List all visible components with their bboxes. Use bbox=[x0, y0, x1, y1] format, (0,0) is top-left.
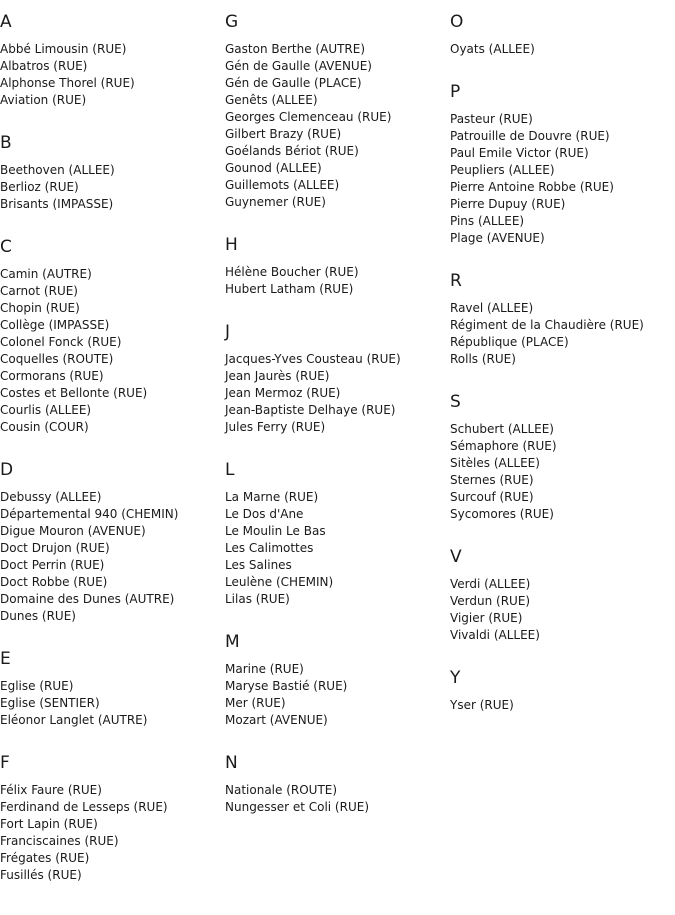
street-list bbox=[225, 264, 447, 298]
street-link[interactable]: Guillemots (ALLEE) bbox=[225, 178, 340, 192]
street-link[interactable]: Carnot (RUE) bbox=[0, 284, 78, 298]
section-letter-heading: S bbox=[450, 392, 462, 412]
street-link[interactable]: Lilas (RUE) bbox=[225, 592, 290, 606]
letter-section bbox=[0, 459, 222, 648]
street-link[interactable]: Frégates (RUE) bbox=[0, 851, 90, 865]
street-link[interactable]: Georges Clemenceau (RUE) bbox=[225, 110, 392, 124]
street-link[interactable]: Gilbert Brazy (RUE) bbox=[225, 127, 342, 141]
street-list bbox=[225, 351, 447, 436]
street-link[interactable]: Costes et Bellonte (RUE) bbox=[0, 386, 148, 400]
street-list bbox=[225, 41, 447, 211]
street-link[interactable]: Schubert (ALLEE) bbox=[450, 422, 554, 436]
street-column-1 bbox=[0, 11, 222, 884]
street-link[interactable]: République (PLACE) bbox=[450, 335, 569, 349]
street-link[interactable]: Genêts (ALLEE) bbox=[225, 93, 318, 107]
street-link[interactable]: Jean Jaurès (RUE) bbox=[225, 369, 330, 383]
letter-section bbox=[0, 752, 222, 884]
section-spacer bbox=[0, 109, 222, 132]
street-link[interactable]: Eglise (SENTIER) bbox=[0, 696, 100, 710]
section-spacer bbox=[225, 729, 447, 752]
street-link[interactable]: Doct Drujon (RUE) bbox=[0, 541, 110, 555]
street-list bbox=[225, 782, 447, 816]
street-link[interactable]: Brisants (IMPASSE) bbox=[0, 197, 114, 211]
street-link[interactable]: Beethoven (ALLEE) bbox=[0, 163, 115, 177]
section-spacer bbox=[450, 247, 675, 270]
section-spacer bbox=[225, 298, 447, 321]
street-link[interactable]: Gén de Gaulle (PLACE) bbox=[225, 76, 362, 90]
street-list bbox=[0, 41, 222, 109]
letter-section bbox=[0, 236, 222, 459]
letter-section bbox=[225, 752, 447, 816]
letter-section bbox=[450, 391, 675, 546]
section-letter-heading: V bbox=[450, 547, 463, 567]
letter-section bbox=[450, 81, 675, 270]
section-spacer bbox=[450, 523, 675, 546]
street-link[interactable]: Hubert Latham (RUE) bbox=[225, 282, 354, 296]
section-letter-heading: L bbox=[225, 460, 235, 480]
letter-section bbox=[450, 270, 675, 391]
street-list bbox=[450, 111, 675, 247]
street-link[interactable]: Jean-Baptiste Delhaye (RUE) bbox=[225, 403, 396, 417]
letter-section bbox=[450, 11, 675, 81]
street-link[interactable]: Abbé Limousin (RUE) bbox=[0, 42, 127, 56]
street-link[interactable]: Gaston Berthe (AUTRE) bbox=[225, 42, 366, 56]
section-letter-heading: R bbox=[450, 271, 463, 291]
street-list bbox=[0, 678, 222, 729]
section-spacer bbox=[0, 729, 222, 752]
street-link[interactable]: Chopin (RUE) bbox=[0, 301, 80, 315]
street-link[interactable]: Domaine des Dunes (AUTRE) bbox=[0, 592, 175, 606]
street-link[interactable]: Félix Faure (RUE) bbox=[0, 783, 102, 797]
street-link[interactable]: Oyats (ALLEE) bbox=[450, 42, 535, 56]
section-letter-heading: Y bbox=[450, 668, 461, 688]
street-link[interactable]: Les Salines bbox=[225, 558, 292, 572]
section-letter-heading: H bbox=[225, 235, 239, 255]
section-spacer bbox=[450, 644, 675, 667]
street-link[interactable]: Verdun (RUE) bbox=[450, 594, 531, 608]
street-link[interactable]: Marine (RUE) bbox=[225, 662, 304, 676]
street-link[interactable]: Verdi (ALLEE) bbox=[450, 577, 531, 591]
street-link[interactable]: Gounod (ALLEE) bbox=[225, 161, 322, 175]
street-link[interactable]: Nungesser et Coli (RUE) bbox=[225, 800, 369, 814]
street-link[interactable]: Départemental 940 (CHEMIN) bbox=[0, 507, 179, 521]
street-link[interactable]: Dunes (RUE) bbox=[0, 609, 76, 623]
street-link[interactable]: Peupliers (ALLEE) bbox=[450, 163, 555, 177]
street-link[interactable]: Eléonor Langlet (AUTRE) bbox=[0, 713, 148, 727]
street-link[interactable]: Gén de Gaulle (AVENUE) bbox=[225, 59, 372, 73]
street-link[interactable]: Surcouf (RUE) bbox=[450, 490, 534, 504]
street-link[interactable]: Nationale (ROUTE) bbox=[225, 783, 338, 797]
street-link[interactable]: Coquelles (ROUTE) bbox=[0, 352, 114, 366]
letter-section bbox=[0, 11, 222, 132]
street-link[interactable]: Hélène Boucher (RUE) bbox=[225, 265, 359, 279]
street-link[interactable]: Mozart (AVENUE) bbox=[225, 713, 328, 727]
street-link[interactable]: Vigier (RUE) bbox=[450, 611, 523, 625]
street-link[interactable]: Ravel (ALLEE) bbox=[450, 301, 534, 315]
section-spacer bbox=[225, 436, 447, 459]
section-spacer bbox=[0, 213, 222, 236]
street-column-3 bbox=[450, 11, 675, 714]
section-spacer bbox=[0, 436, 222, 459]
street-link[interactable]: Le Moulin Le Bas bbox=[225, 524, 326, 538]
street-link[interactable]: Collège (IMPASSE) bbox=[0, 318, 110, 332]
street-link[interactable]: Sémaphore (RUE) bbox=[450, 439, 557, 453]
street-link[interactable]: Goélands Bériot (RUE) bbox=[225, 144, 359, 158]
street-list bbox=[450, 300, 675, 368]
street-list bbox=[450, 41, 675, 58]
section-spacer bbox=[450, 368, 675, 391]
street-link[interactable]: Jacques-Yves Cousteau (RUE) bbox=[225, 352, 401, 366]
street-link[interactable]: Ferdinand de Lesseps (RUE) bbox=[0, 800, 168, 814]
street-link[interactable]: Pins (ALLEE) bbox=[450, 214, 525, 228]
street-link[interactable]: Cormorans (RUE) bbox=[0, 369, 104, 383]
letter-section bbox=[225, 321, 447, 459]
section-letter-heading: M bbox=[225, 632, 241, 652]
letter-section bbox=[225, 459, 447, 631]
street-link[interactable]: Paul Emile Victor (RUE) bbox=[450, 146, 589, 160]
street-link[interactable]: Yser (RUE) bbox=[450, 698, 514, 712]
street-link[interactable]: Cousin (COUR) bbox=[0, 420, 89, 434]
section-letter-heading: D bbox=[0, 460, 14, 480]
section-spacer bbox=[225, 608, 447, 631]
letter-section bbox=[0, 648, 222, 752]
street-link[interactable]: Régiment de la Chaudière (RUE) bbox=[450, 318, 644, 332]
street-link[interactable]: Maryse Bastié (RUE) bbox=[225, 679, 348, 693]
street-link[interactable]: Plage (AVENUE) bbox=[450, 231, 545, 245]
street-list bbox=[0, 266, 222, 436]
letter-section bbox=[0, 132, 222, 236]
street-link[interactable]: Fusillés (RUE) bbox=[0, 868, 82, 882]
street-link[interactable]: Pierre Antoine Robbe (RUE) bbox=[450, 180, 614, 194]
street-list bbox=[0, 782, 222, 884]
street-link[interactable]: Les Calimottes bbox=[225, 541, 314, 555]
section-letter-heading: F bbox=[0, 753, 11, 773]
street-link[interactable]: Aviation (RUE) bbox=[0, 93, 87, 107]
street-list bbox=[225, 661, 447, 729]
street-link[interactable]: La Marne (RUE) bbox=[225, 490, 319, 504]
street-list bbox=[450, 576, 675, 644]
street-link[interactable]: Albatros (RUE) bbox=[0, 59, 88, 73]
street-link[interactable]: Jules Ferry (RUE) bbox=[225, 420, 326, 434]
letter-section bbox=[225, 631, 447, 752]
street-list bbox=[450, 421, 675, 523]
letter-section bbox=[225, 11, 447, 234]
street-list bbox=[225, 489, 447, 608]
street-link[interactable]: Guynemer (RUE) bbox=[225, 195, 326, 209]
letter-section bbox=[450, 667, 675, 714]
street-link[interactable]: Sitèles (ALLEE) bbox=[450, 456, 540, 470]
street-link[interactable]: Le Dos d'Ane bbox=[225, 507, 304, 521]
section-letter-heading: N bbox=[225, 753, 239, 773]
street-link[interactable]: Pasteur (RUE) bbox=[450, 112, 533, 126]
street-link[interactable]: Vivaldi (ALLEE) bbox=[450, 628, 540, 642]
street-link[interactable]: Berlioz (RUE) bbox=[0, 180, 79, 194]
section-letter-heading: A bbox=[0, 12, 13, 32]
street-link[interactable]: Fort Lapin (RUE) bbox=[0, 817, 98, 831]
street-link[interactable]: Eglise (RUE) bbox=[0, 679, 74, 693]
street-link[interactable]: Rolls (RUE) bbox=[450, 352, 516, 366]
street-list bbox=[450, 697, 675, 714]
street-link[interactable]: Courlis (ALLEE) bbox=[0, 403, 92, 417]
street-link[interactable]: Doct Robbe (RUE) bbox=[0, 575, 108, 589]
street-link[interactable]: Jean Mermoz (RUE) bbox=[225, 386, 341, 400]
street-column-2 bbox=[225, 11, 447, 816]
street-link[interactable]: Leulène (CHEMIN) bbox=[225, 575, 334, 589]
street-link[interactable]: Alphonse Thorel (RUE) bbox=[0, 76, 135, 90]
section-letter-heading: B bbox=[0, 133, 13, 153]
street-list bbox=[0, 162, 222, 213]
section-letter-heading: J bbox=[225, 322, 231, 342]
section-spacer bbox=[225, 211, 447, 234]
street-link[interactable]: Debussy (ALLEE) bbox=[0, 490, 102, 504]
street-link[interactable]: Sternes (RUE) bbox=[450, 473, 534, 487]
street-link[interactable]: Camin (AUTRE) bbox=[0, 267, 92, 281]
street-link[interactable]: Franciscaines (RUE) bbox=[0, 834, 119, 848]
letter-section bbox=[450, 546, 675, 667]
street-link[interactable]: Sycomores (RUE) bbox=[450, 507, 554, 521]
street-link[interactable]: Mer (RUE) bbox=[225, 696, 286, 710]
street-list bbox=[0, 489, 222, 625]
section-letter-heading: P bbox=[450, 82, 461, 102]
section-letter-heading: G bbox=[225, 12, 239, 32]
street-link[interactable]: Colonel Fonck (RUE) bbox=[0, 335, 122, 349]
street-link[interactable]: Pierre Dupuy (RUE) bbox=[450, 197, 566, 211]
section-letter-heading: O bbox=[450, 12, 464, 32]
letter-section bbox=[225, 234, 447, 321]
street-link[interactable]: Patrouille de Douvre (RUE) bbox=[450, 129, 610, 143]
street-link[interactable]: Digue Mouron (AVENUE) bbox=[0, 524, 146, 538]
section-letter-heading: E bbox=[0, 649, 12, 669]
section-spacer bbox=[0, 625, 222, 648]
section-spacer bbox=[450, 58, 675, 81]
street-link[interactable]: Doct Perrin (RUE) bbox=[0, 558, 105, 572]
section-letter-heading: C bbox=[0, 237, 13, 257]
